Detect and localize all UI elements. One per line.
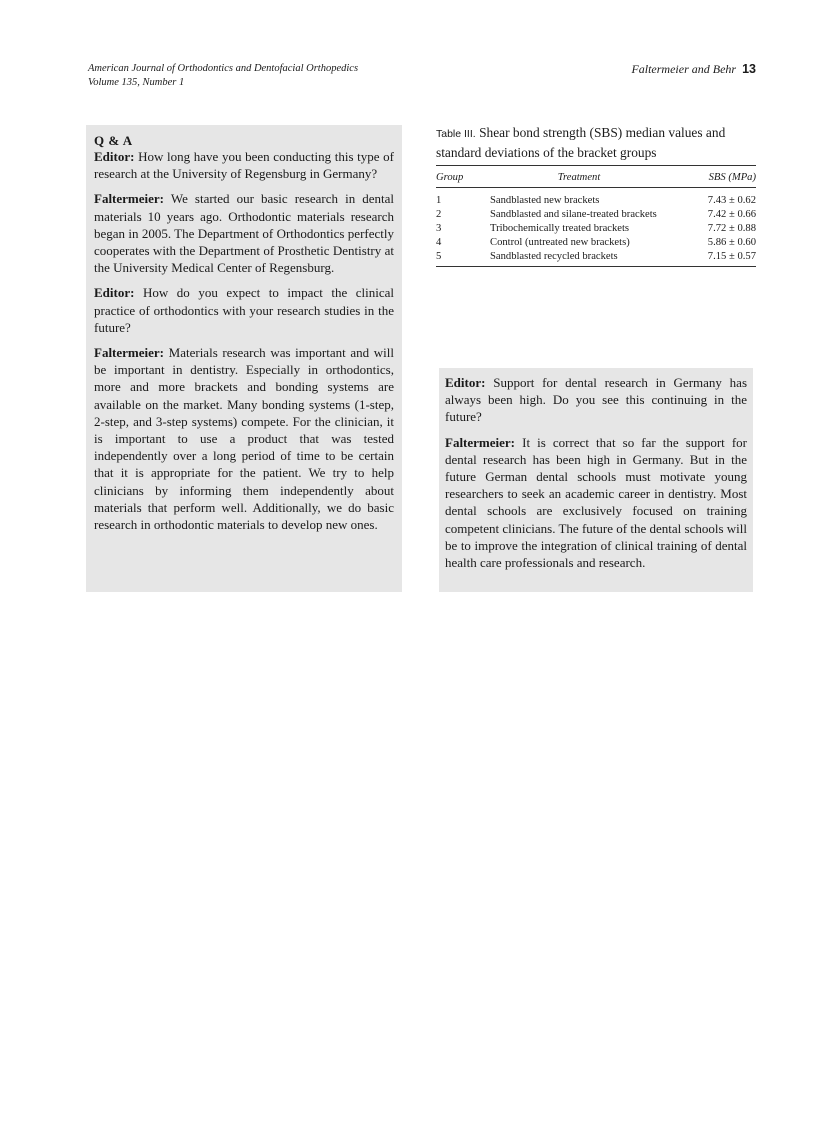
cell-group: 4 <box>436 237 442 248</box>
cell-sbs: 7.72 ± 0.88 <box>707 223 756 234</box>
speaker-label: Editor: <box>445 375 486 390</box>
qa-paragraph <box>94 148 394 182</box>
cell-sbs: 7.15 ± 0.57 <box>674 250 756 267</box>
journal-volume: Volume 135, Number 1 <box>88 77 185 88</box>
cell-group: 1 <box>436 195 442 206</box>
qa-paragraph <box>94 344 394 533</box>
header-sbs: SBS (MPa) <box>674 166 756 188</box>
table-row <box>436 222 756 236</box>
table-label: Table III. <box>436 128 476 140</box>
qa-text: How do you expect to impact the clinical practice of orthodontics with your research studies in the future? <box>94 285 395 335</box>
journal-title: American Journal of Orthodontics and Dentofacial Orthopedics <box>88 63 359 74</box>
qa-text: Materials research was important and will be important in dentistry. Especially in orthodontics, more and more brackets and bonding systems are available on the market. Many bonding systems (1-step, 2-step, and 3-step systems) compete. For the clinician, it is important to use a product that was tested independently over a long period of time to be certain that it is appropriate for the patient. We try to help clinicians by informing them independently about materials that perform well. Additionally, we do basic research in orthodontic materials to develop new ones. <box>94 345 394 533</box>
table-row <box>436 188 756 209</box>
qa-text: It is correct that so far the support for dental research has been high in Germany. But in the future German dental schools must motivate young researchers to seek an academic career in dentistry. Most dental schools are exclusively focused on training competent clinicians. The future of the dental schools will be to improve the integration of clinical training of dental health care professionals and research. <box>445 434 748 571</box>
cell-treatment: Sandblasted recycled brackets <box>484 250 674 267</box>
qa-text: Support for dental research in Germany has always been high. Do you see this continuing in the future? <box>445 375 747 425</box>
cell-sbs: 7.43 ± 0.62 <box>707 195 756 206</box>
cell-sbs: 5.86 ± 0.60 <box>707 237 756 248</box>
table-block <box>436 124 756 267</box>
qa-box-right <box>439 368 753 592</box>
speaker-label: Faltermeier: <box>94 191 165 207</box>
qa-text: We started our basic research in dental materials 10 years ago. Orthodontic materials research began in 2005. The Department of Orthodontics perfectly cooperates with the Department of Prosthetic Dentistry at the University Medical Center of Regensburg. <box>94 191 395 276</box>
header-group: Group <box>436 166 484 188</box>
running-head <box>88 62 756 96</box>
table-caption <box>436 124 756 161</box>
cell-treatment: Control (untreated new brackets) <box>490 237 630 248</box>
header-treatment: Treatment <box>484 166 674 188</box>
running-authors: Faltermeier and Behr <box>631 62 737 76</box>
table-row <box>436 236 756 250</box>
qa-heading: Q & A <box>94 133 133 148</box>
qa-paragraph <box>94 284 394 336</box>
cell-group: 2 <box>436 209 442 220</box>
cell-group: 5 <box>436 250 484 267</box>
speaker-label: Editor: <box>94 149 135 164</box>
table-row <box>436 208 756 222</box>
cell-group: 3 <box>436 223 442 234</box>
cell-sbs: 7.42 ± 0.66 <box>707 209 756 220</box>
page-reference <box>631 62 756 76</box>
qa-paragraph <box>94 190 394 276</box>
table-row <box>436 250 756 267</box>
cell-treatment: Sandblasted new brackets <box>490 195 600 206</box>
sbs-table <box>436 165 756 267</box>
speaker-label: Faltermeier: <box>445 434 516 450</box>
cell-treatment: Tribochemically treated brackets <box>490 223 630 234</box>
qa-box-left <box>86 125 402 592</box>
speaker-label: Faltermeier: <box>94 345 165 361</box>
table-header-row <box>436 166 756 188</box>
speaker-label: Editor: <box>94 285 135 301</box>
journal-citation <box>88 62 358 90</box>
page-number: 13 <box>742 62 756 76</box>
qa-paragraph <box>445 374 747 426</box>
cell-treatment: Sandblasted and silane-treated brackets <box>490 209 657 220</box>
qa-paragraph <box>445 434 747 572</box>
qa-text: How long have you been conducting this type of research at the University of Regensburg in Germany? <box>94 149 395 182</box>
table-caption-text: Shear bond strength (SBS) median values and standard deviations of the bracket groups <box>436 125 726 160</box>
